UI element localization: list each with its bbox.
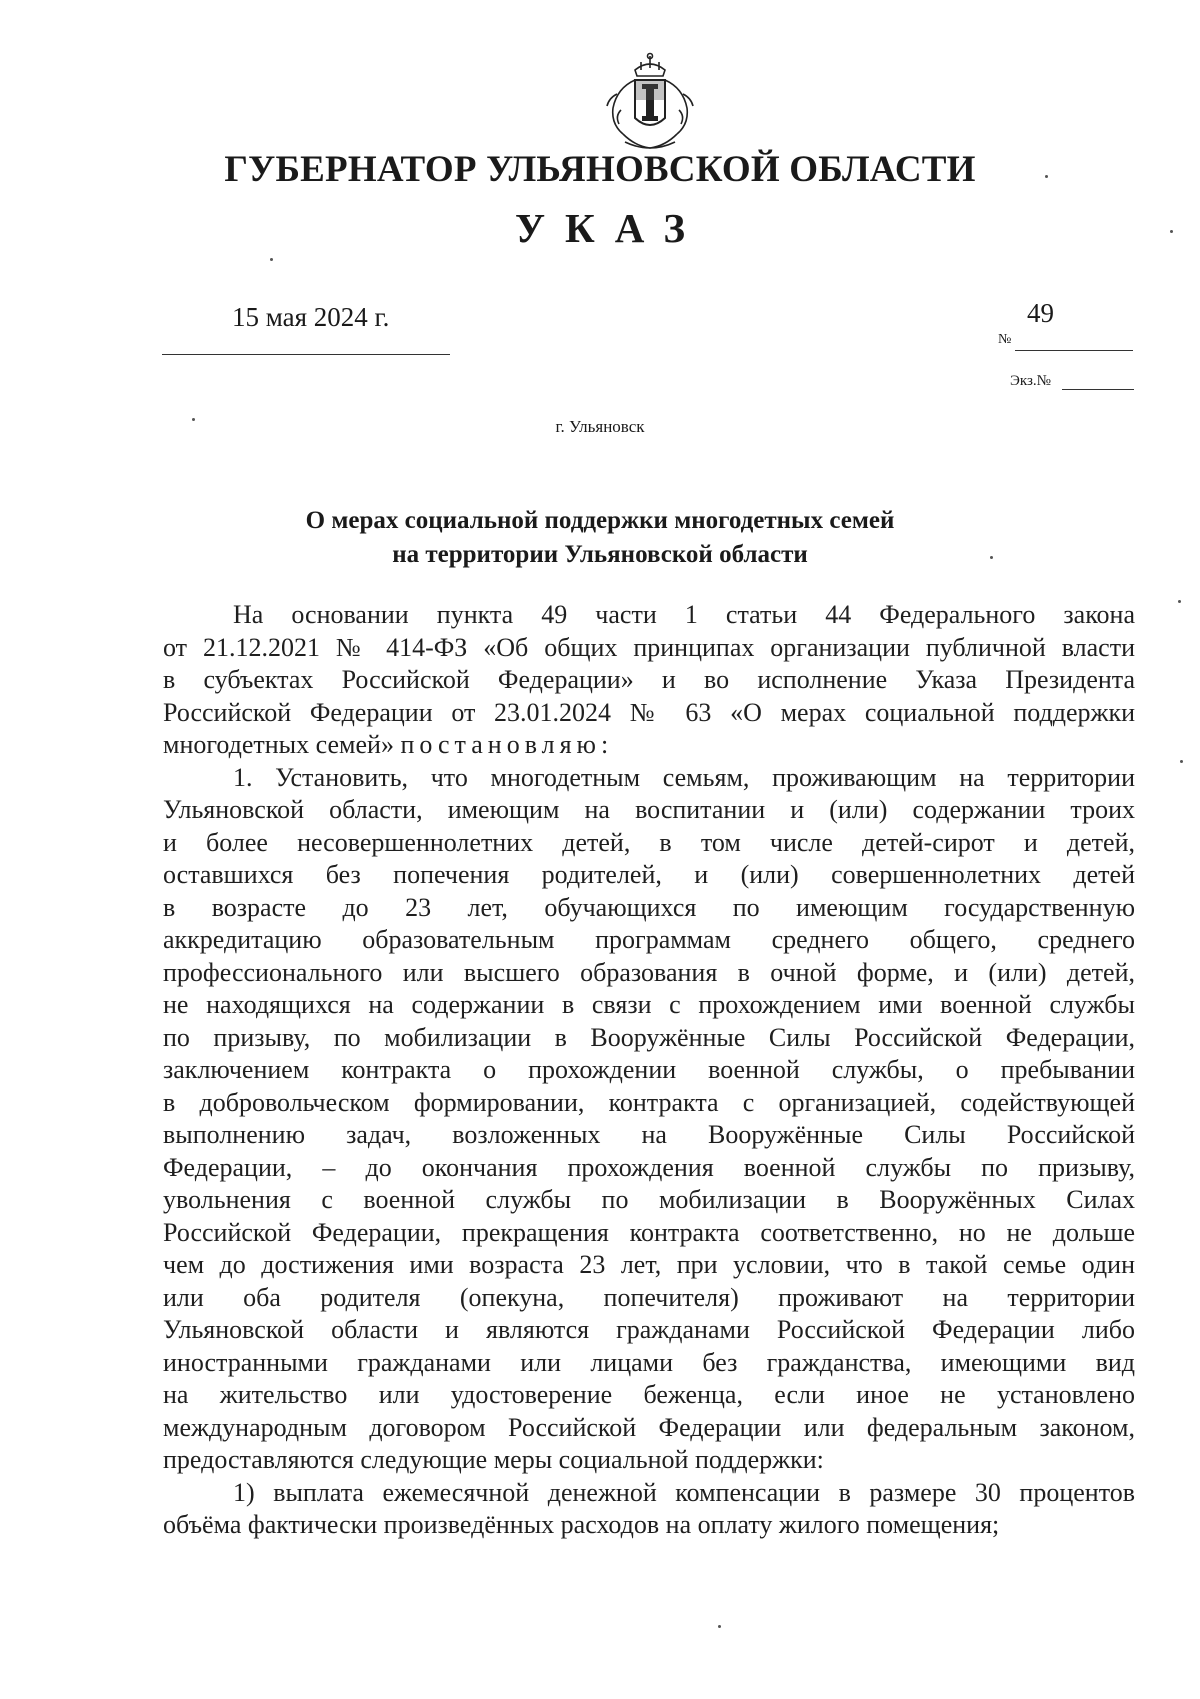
copy-number-label: Экз.№ [1010,373,1051,389]
body-line: Ульяновской области и являются гражданами Российской Федерации либо [163,1315,1135,1344]
body-line: чем до достижения ими возраста 23 лет, при условии, что в такой семье один [163,1250,1135,1279]
body-line: увольнения с военной службы по мобилизации в Вооружённых Силах [163,1185,1135,1214]
body-line: аккредитацию образовательным программам среднего общего, среднего [163,925,1135,954]
scan-speck [990,556,993,559]
title-line-1: О мерах социальной поддержки многодетных семей [305,507,895,534]
document-number: 49 [1027,298,1054,328]
body-line: на жительство или удостоверение беженца, если иное не установлено [163,1380,1135,1409]
body-line: не находящихся на содержании в связи с прохождением ими военной службы [163,990,1135,1019]
scan-speck [192,418,195,421]
scan-speck [718,1625,721,1628]
number-underline [1015,350,1133,351]
scan-speck [1170,230,1173,233]
body-line: профессионального или высшего образования в очной форме, и (или) детей, [163,957,1135,987]
body-line: На основании пункта 49 части 1 статьи 44 Федерального закона [233,600,1135,629]
body-line: или оба родителя (опекуна, попечителя) проживают на территории [163,1282,1135,1312]
scan-speck [1045,175,1048,178]
issuing-authority: ГУБЕРНАТОР УЛЬЯНОВСКОЙ ОБЛАСТИ [224,149,976,190]
date-underline [162,354,450,355]
body-line: 1) выплата ежемесячной денежной компенсации в размере 30 процентов [233,1477,1135,1507]
title-line-2: на территории Ульяновской области [392,541,808,568]
body-line: Федерации, – до окончания прохождения военной службы по призыву, [163,1152,1135,1182]
body-line: оставшихся без попечения родителей, и (или) совершеннолетних детей [163,860,1135,889]
document-date: 15 мая 2024 г. [232,302,390,332]
body-line: иностранными гражданами или лицами без гражданства, имеющими вид [163,1347,1135,1377]
body-line: от 21.12.2021 № 414-ФЗ «Об общих принципах организации публичной власти [163,632,1135,662]
body-line: Ульяновской области, имеющим на воспитании и (или) содержании троих [163,795,1135,824]
body-line: в субъектах Российской Федерации» и во исполнение Указа Президента [163,665,1135,694]
body-line: в возрасте до 23 лет, обучающихся по имеющим государственную [163,892,1135,922]
copy-number-underline [1062,389,1134,390]
scan-speck [1178,600,1181,603]
document-body [163,599,1135,1542]
body-line: предоставляются следующие меры социальной поддержки: [163,1445,824,1474]
document-type: УКАЗ [514,205,706,251]
decree-word: постановляю: [400,730,614,759]
scan-speck [1180,760,1183,763]
body-line: и более несовершеннолетних детей, в том числе детей-сирот и детей, [163,827,1135,857]
body-line: выполнению задач, возложенных на Вооружённые Силы Российской [163,1120,1135,1149]
preamble-final-line [163,729,1135,762]
document-title [150,504,1050,572]
coat-of-arms-emblem [595,50,705,160]
body-line: Российской Федерации, прекращения контракта соответственно, но не дольше [163,1217,1135,1247]
body-line: 1. Установить, что многодетным семьям, проживающим на территории [233,762,1135,792]
body-line: по призыву, по мобилизации в Вооружённые Силы Российской Федерации, [163,1022,1135,1052]
body-line: международным договором Российской Федерации или федеральным законом, [163,1412,1135,1442]
body-line: заключением контракта о прохождении военной службы, о пребывании [163,1055,1135,1084]
body-line: объёма фактически произведённых расходов на оплату жилого помещения; [163,1510,1000,1539]
body-line: в добровольческом формировании, контракта с организацией, содействующей [163,1087,1135,1117]
preamble-end: многодетных семей» [163,730,394,759]
number-label: № [998,332,1012,347]
scan-speck [270,258,273,261]
city: г. Ульяновск [555,417,645,436]
body-line: Российской Федерации от 23.01.2024 № 63 «О мерах социальной поддержки [163,697,1135,727]
